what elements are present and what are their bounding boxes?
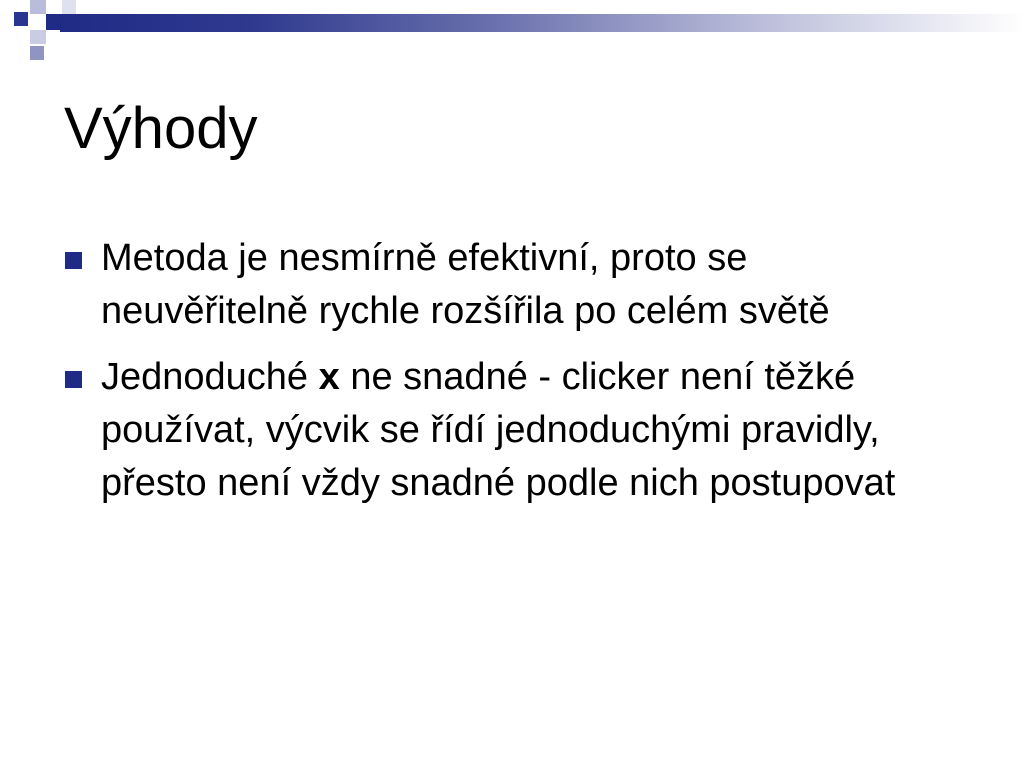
square-bullet-icon: [65, 371, 82, 388]
square-bullet-icon: [65, 252, 82, 269]
decor-square: [46, 14, 60, 30]
bullet-text-part: ne snadné - clicker není těžké používat, výcvik se řídí jednoduchými pravidly, přesto není vždy snadné podle nich postupovat: [101, 356, 896, 504]
bullet-list: [64, 232, 944, 523]
decor-square: [62, 0, 76, 14]
bullet-text: Metoda je nesmírně efektivní, proto se neuvěřitelně rychle rozšířila po celém světě: [101, 237, 830, 332]
bullet-text: [101, 356, 895, 504]
bullet-item: [64, 232, 944, 338]
slide-title: Výhody: [64, 96, 258, 161]
decor-square: [14, 12, 28, 26]
bullet-item: [64, 351, 944, 510]
bullet-bold-text: x: [318, 356, 340, 398]
decor-square: [14, 30, 28, 44]
header-gradient-bar: [60, 14, 1024, 32]
decor-square: [30, 30, 46, 44]
bullet-text-part: Jednoduché: [101, 356, 319, 398]
decor-square: [30, 46, 44, 60]
decor-square: [30, 0, 46, 14]
